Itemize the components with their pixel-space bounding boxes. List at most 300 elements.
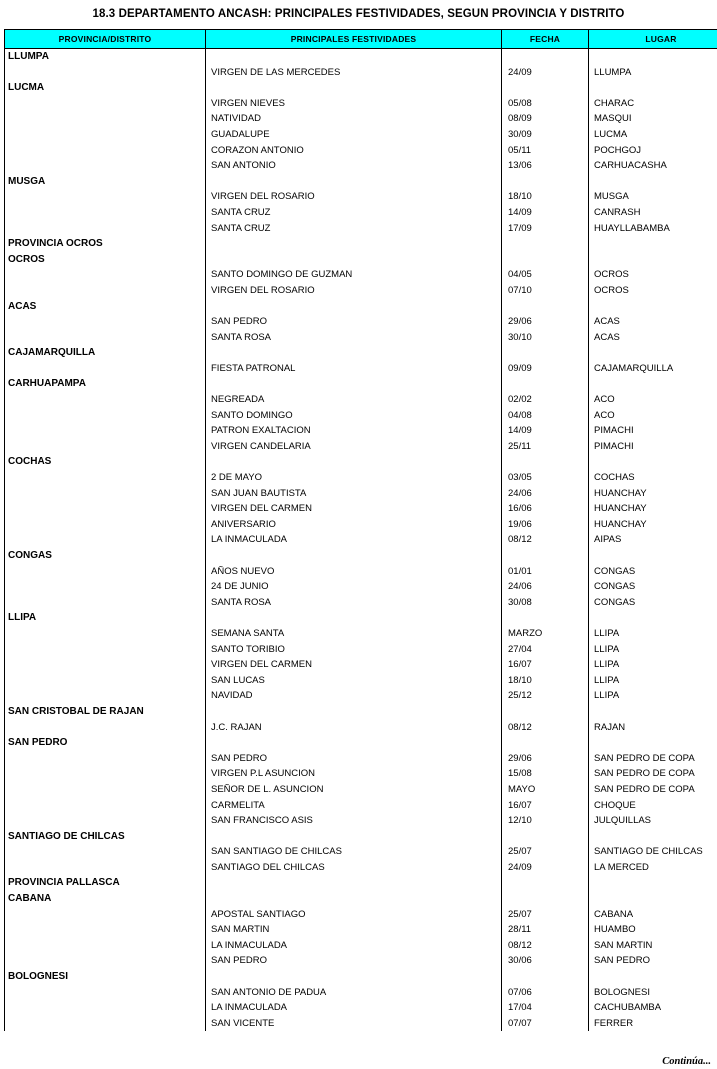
- festividad-cell: [206, 236, 502, 252]
- fecha-cell: [502, 922, 589, 938]
- festividad-text: [206, 548, 501, 564]
- festividad-cell: [206, 205, 502, 221]
- column-header-lugar: LUGAR: [589, 30, 717, 49]
- provincia-distrito-text: [5, 907, 205, 923]
- lugar-text: SAN PEDRO DE COPA: [589, 782, 717, 798]
- fecha-text: 29/06: [502, 314, 588, 330]
- festividad-cell: [206, 766, 502, 782]
- provincia-distrito-text: [5, 626, 205, 642]
- fecha-cell: [502, 392, 589, 408]
- provincia-distrito-cell: [5, 143, 206, 159]
- table-row: [5, 361, 717, 377]
- fecha-text: [502, 174, 588, 190]
- table-row: [5, 1000, 717, 1016]
- provincia-distrito-text: [5, 486, 205, 502]
- festividad-text: [206, 299, 501, 315]
- provincia-distrito-cell: [5, 252, 206, 268]
- provincia-distrito-cell: [5, 595, 206, 611]
- lugar-text: CABANA: [589, 907, 717, 923]
- lugar-cell: [589, 252, 717, 268]
- lugar-text: LLIPA: [589, 642, 717, 658]
- fecha-text: 12/10: [502, 813, 588, 829]
- provincia-distrito-cell: [5, 829, 206, 845]
- festividad-text: SEÑOR DE L. ASUNCION: [206, 782, 501, 798]
- festividad-cell: [206, 875, 502, 891]
- fecha-cell: [502, 642, 589, 658]
- lugar-text: [589, 875, 717, 891]
- provincia-distrito-text: CAJAMARQUILLA: [5, 345, 205, 361]
- lugar-text: [589, 829, 717, 845]
- fecha-text: 24/09: [502, 860, 588, 876]
- table-row: [5, 813, 717, 829]
- table-row: [5, 907, 717, 923]
- provincia-distrito-text: PROVINCIA OCROS: [5, 236, 205, 252]
- table-row: [5, 143, 717, 159]
- column-header-principales-festividades: PRINCIPALES FESTIVIDADES: [206, 30, 502, 49]
- fecha-text: 30/08: [502, 595, 588, 611]
- lugar-cell: [589, 392, 717, 408]
- fecha-cell: [502, 127, 589, 143]
- table-row: [5, 844, 717, 860]
- festividad-text: CARMELITA: [206, 798, 501, 814]
- festividad-cell: [206, 470, 502, 486]
- table-header: [5, 30, 717, 49]
- lugar-cell: [589, 236, 717, 252]
- lugar-cell: [589, 454, 717, 470]
- fecha-cell: [502, 595, 589, 611]
- fecha-text: [502, 454, 588, 470]
- fecha-text: [502, 875, 588, 891]
- lugar-cell: [589, 49, 717, 65]
- festividad-text: SAN VICENTE: [206, 1016, 501, 1032]
- fecha-text: 05/11: [502, 143, 588, 159]
- provincia-distrito-text: [5, 1016, 205, 1032]
- lugar-text: [589, 610, 717, 626]
- lugar-text: [589, 735, 717, 751]
- lugar-text: SAN MARTIN: [589, 938, 717, 954]
- fecha-text: 01/01: [502, 564, 588, 580]
- fecha-cell: [502, 688, 589, 704]
- provincia-distrito-text: PROVINCIA PALLASCA: [5, 875, 205, 891]
- lugar-cell: [589, 782, 717, 798]
- fecha-text: [502, 704, 588, 720]
- provincia-distrito-cell: [5, 875, 206, 891]
- festividad-cell: [206, 907, 502, 923]
- provincia-distrito-cell: [5, 844, 206, 860]
- lugar-text: MUSGA: [589, 189, 717, 205]
- lugar-cell: [589, 189, 717, 205]
- festividad-text: SAN PEDRO: [206, 953, 501, 969]
- table-row: [5, 564, 717, 580]
- festividad-text: ANIVERSARIO: [206, 517, 501, 533]
- festividad-text: SAN SANTIAGO DE CHILCAS: [206, 844, 501, 860]
- festividad-text: VIRGEN DEL CARMEN: [206, 657, 501, 673]
- festividad-cell: [206, 189, 502, 205]
- festividad-text: [206, 49, 501, 65]
- fecha-text: 30/10: [502, 330, 588, 346]
- table-row: [5, 751, 717, 767]
- festividad-text: SANTA ROSA: [206, 595, 501, 611]
- provincia-distrito-text: [5, 361, 205, 377]
- table-row: [5, 985, 717, 1001]
- table-row: [5, 376, 717, 392]
- provincia-distrito-text: LLUMPA: [5, 49, 205, 65]
- lugar-cell: [589, 766, 717, 782]
- provincia-distrito-cell: [5, 470, 206, 486]
- festividad-cell: [206, 49, 502, 65]
- lugar-text: CANRASH: [589, 205, 717, 221]
- provincia-distrito-text: [5, 111, 205, 127]
- lugar-text: PIMACHI: [589, 439, 717, 455]
- festividad-cell: [206, 330, 502, 346]
- festividad-text: LA INMACULADA: [206, 1000, 501, 1016]
- provincia-distrito-text: [5, 813, 205, 829]
- festividad-cell: [206, 127, 502, 143]
- provincia-distrito-text: [5, 127, 205, 143]
- lugar-cell: [589, 626, 717, 642]
- fecha-text: 25/11: [502, 439, 588, 455]
- fecha-text: 08/09: [502, 111, 588, 127]
- lugar-text: OCROS: [589, 283, 717, 299]
- provincia-distrito-cell: [5, 985, 206, 1001]
- provincia-distrito-cell: [5, 735, 206, 751]
- provincia-distrito-cell: [5, 158, 206, 174]
- lugar-cell: [589, 735, 717, 751]
- provincia-distrito-text: [5, 1000, 205, 1016]
- lugar-text: [589, 49, 717, 65]
- festividad-text: [206, 829, 501, 845]
- festividad-text: [206, 236, 501, 252]
- provincia-distrito-cell: [5, 813, 206, 829]
- fecha-text: 17/04: [502, 1000, 588, 1016]
- festividad-cell: [206, 376, 502, 392]
- provincia-distrito-text: [5, 673, 205, 689]
- festividad-cell: [206, 548, 502, 564]
- provincia-distrito-text: [5, 205, 205, 221]
- lugar-text: LUCMA: [589, 127, 717, 143]
- festividad-text: SAN PEDRO: [206, 314, 501, 330]
- lugar-text: ACAS: [589, 330, 717, 346]
- table-row: [5, 766, 717, 782]
- festividad-text: 2 DE MAYO: [206, 470, 501, 486]
- fecha-text: [502, 735, 588, 751]
- provincia-distrito-cell: [5, 423, 206, 439]
- provincia-distrito-text: [5, 564, 205, 580]
- lugar-text: [589, 345, 717, 361]
- festividad-cell: [206, 860, 502, 876]
- lugar-cell: [589, 470, 717, 486]
- lugar-cell: [589, 486, 717, 502]
- provincia-distrito-cell: [5, 189, 206, 205]
- table-row: [5, 439, 717, 455]
- lugar-cell: [589, 657, 717, 673]
- fecha-cell: [502, 564, 589, 580]
- provincia-distrito-cell: [5, 174, 206, 190]
- fecha-cell: [502, 610, 589, 626]
- festividad-text: SAN ANTONIO DE PADUA: [206, 985, 501, 1001]
- festividad-text: FIESTA PATRONAL: [206, 361, 501, 377]
- lugar-cell: [589, 408, 717, 424]
- continuation-note: Continúa...: [662, 1056, 711, 1067]
- fecha-text: 24/06: [502, 579, 588, 595]
- provincia-distrito-text: [5, 408, 205, 424]
- fecha-text: [502, 252, 588, 268]
- table-row: [5, 735, 717, 751]
- lugar-cell: [589, 548, 717, 564]
- lugar-text: OCROS: [589, 267, 717, 283]
- lugar-cell: [589, 798, 717, 814]
- festividad-cell: [206, 688, 502, 704]
- table-row: [5, 891, 717, 907]
- festividad-text: CORAZON ANTONIO: [206, 143, 501, 159]
- fecha-cell: [502, 735, 589, 751]
- lugar-cell: [589, 720, 717, 736]
- lugar-text: CONGAS: [589, 579, 717, 595]
- table-row: [5, 267, 717, 283]
- festividad-cell: [206, 517, 502, 533]
- table-row: [5, 158, 717, 174]
- table-row: [5, 798, 717, 814]
- provincia-distrito-text: [5, 143, 205, 159]
- provincia-distrito-cell: [5, 267, 206, 283]
- festividad-cell: [206, 283, 502, 299]
- fecha-cell: [502, 423, 589, 439]
- provincia-distrito-cell: [5, 969, 206, 985]
- festividad-text: SAN FRANCISCO ASIS: [206, 813, 501, 829]
- lugar-text: LLIPA: [589, 673, 717, 689]
- lugar-text: POCHGOJ: [589, 143, 717, 159]
- festividad-text: [206, 891, 501, 907]
- provincia-distrito-text: [5, 283, 205, 299]
- lugar-text: [589, 376, 717, 392]
- lugar-cell: [589, 579, 717, 595]
- fecha-cell: [502, 454, 589, 470]
- table-row: [5, 96, 717, 112]
- provincia-distrito-text: CABANA: [5, 891, 205, 907]
- lugar-cell: [589, 221, 717, 237]
- lugar-text: [589, 174, 717, 190]
- provincia-distrito-cell: [5, 938, 206, 954]
- fecha-text: 18/10: [502, 189, 588, 205]
- festividad-text: VIRGEN DEL CARMEN: [206, 501, 501, 517]
- festividad-text: SAN LUCAS: [206, 673, 501, 689]
- festividad-text: LA INMACULADA: [206, 532, 501, 548]
- fecha-cell: [502, 782, 589, 798]
- provincia-distrito-cell: [5, 283, 206, 299]
- lugar-text: SANTIAGO DE CHILCAS: [589, 844, 717, 860]
- lugar-text: FERRER: [589, 1016, 717, 1032]
- table-row: [5, 49, 717, 65]
- fecha-cell: [502, 49, 589, 65]
- lugar-text: JULQUILLAS: [589, 813, 717, 829]
- fecha-text: 07/06: [502, 985, 588, 1001]
- table-row: [5, 423, 717, 439]
- lugar-cell: [589, 127, 717, 143]
- table-row: [5, 501, 717, 517]
- table-row: [5, 532, 717, 548]
- provincia-distrito-text: [5, 688, 205, 704]
- fecha-cell: [502, 486, 589, 502]
- fecha-text: 14/09: [502, 423, 588, 439]
- provincia-distrito-cell: [5, 766, 206, 782]
- provincia-distrito-cell: [5, 579, 206, 595]
- fecha-text: 16/06: [502, 501, 588, 517]
- fecha-cell: [502, 1016, 589, 1032]
- festividad-cell: [206, 345, 502, 361]
- lugar-cell: [589, 564, 717, 580]
- table-row: [5, 330, 717, 346]
- lugar-cell: [589, 704, 717, 720]
- festividad-text: [206, 174, 501, 190]
- festividad-text: PATRON EXALTACION: [206, 423, 501, 439]
- provincia-distrito-text: [5, 860, 205, 876]
- provincia-distrito-text: [5, 985, 205, 1001]
- fecha-cell: [502, 860, 589, 876]
- lugar-cell: [589, 65, 717, 81]
- table-row: [5, 953, 717, 969]
- lugar-text: [589, 236, 717, 252]
- fecha-text: [502, 236, 588, 252]
- festividad-cell: [206, 392, 502, 408]
- provincia-distrito-text: [5, 657, 205, 673]
- lugar-text: LLIPA: [589, 657, 717, 673]
- table-row: [5, 720, 717, 736]
- table-row: [5, 688, 717, 704]
- fecha-cell: [502, 501, 589, 517]
- lugar-cell: [589, 688, 717, 704]
- festividad-text: VIRGEN NIEVES: [206, 96, 501, 112]
- fecha-cell: [502, 470, 589, 486]
- festividad-cell: [206, 610, 502, 626]
- fecha-cell: [502, 408, 589, 424]
- fecha-text: 07/07: [502, 1016, 588, 1032]
- provincia-distrito-cell: [5, 205, 206, 221]
- fecha-text: 30/09: [502, 127, 588, 143]
- lugar-text: LLUMPA: [589, 65, 717, 81]
- fecha-text: 05/08: [502, 96, 588, 112]
- festividad-text: SEMANA SANTA: [206, 626, 501, 642]
- festividad-text: VIRGEN DE LAS MERCEDES: [206, 65, 501, 81]
- festividad-cell: [206, 891, 502, 907]
- provincia-distrito-cell: [5, 361, 206, 377]
- table-row: [5, 408, 717, 424]
- table-row: [5, 642, 717, 658]
- column-header-fecha: FECHA: [502, 30, 589, 49]
- festividad-text: VIRGEN P.L ASUNCION: [206, 766, 501, 782]
- fecha-cell: [502, 158, 589, 174]
- lugar-cell: [589, 829, 717, 845]
- fecha-cell: [502, 953, 589, 969]
- festividad-cell: [206, 642, 502, 658]
- lugar-text: SAN PEDRO DE COPA: [589, 766, 717, 782]
- provincia-distrito-cell: [5, 127, 206, 143]
- fecha-cell: [502, 65, 589, 81]
- provincia-distrito-cell: [5, 642, 206, 658]
- provincia-distrito-text: OCROS: [5, 252, 205, 268]
- festividad-text: SAN JUAN BAUTISTA: [206, 486, 501, 502]
- table-row: [5, 299, 717, 315]
- fecha-text: [502, 829, 588, 845]
- fecha-cell: [502, 704, 589, 720]
- provincia-distrito-text: [5, 517, 205, 533]
- lugar-cell: [589, 439, 717, 455]
- fecha-text: 08/12: [502, 532, 588, 548]
- festividad-text: NATIVIDAD: [206, 111, 501, 127]
- provincia-distrito-cell: [5, 236, 206, 252]
- fecha-text: 19/06: [502, 517, 588, 533]
- lugar-cell: [589, 969, 717, 985]
- lugar-cell: [589, 314, 717, 330]
- lugar-cell: [589, 361, 717, 377]
- festividad-text: [206, 376, 501, 392]
- festividad-cell: [206, 751, 502, 767]
- festividad-text: 24 DE JUNIO: [206, 579, 501, 595]
- provincia-distrito-text: [5, 642, 205, 658]
- lugar-cell: [589, 174, 717, 190]
- lugar-cell: [589, 80, 717, 96]
- table-row: [5, 205, 717, 221]
- fecha-cell: [502, 829, 589, 845]
- festividad-text: [206, 969, 501, 985]
- lugar-text: HUANCHAY: [589, 501, 717, 517]
- festividad-cell: [206, 579, 502, 595]
- festividad-text: [206, 345, 501, 361]
- lugar-text: RAJAN: [589, 720, 717, 736]
- fecha-text: 27/04: [502, 642, 588, 658]
- festividad-text: SANTIAGO DEL CHILCAS: [206, 860, 501, 876]
- fecha-cell: [502, 798, 589, 814]
- festividad-cell: [206, 673, 502, 689]
- festividad-cell: [206, 844, 502, 860]
- table-row: [5, 704, 717, 720]
- table-row: [5, 938, 717, 954]
- table-row: [5, 486, 717, 502]
- fecha-cell: [502, 517, 589, 533]
- column-header-provincia-distrito: PROVINCIA/DISTRITO: [5, 30, 206, 49]
- fecha-text: [502, 345, 588, 361]
- provincia-distrito-text: [5, 439, 205, 455]
- festividad-text: VIRGEN DEL ROSARIO: [206, 283, 501, 299]
- festividad-cell: [206, 720, 502, 736]
- festividad-cell: [206, 423, 502, 439]
- lugar-text: ACAS: [589, 314, 717, 330]
- fecha-text: 24/06: [502, 486, 588, 502]
- table-row: [5, 252, 717, 268]
- table-row: [5, 283, 717, 299]
- table-row: [5, 969, 717, 985]
- fecha-text: 14/09: [502, 205, 588, 221]
- festividad-cell: [206, 922, 502, 938]
- fecha-cell: [502, 969, 589, 985]
- provincia-distrito-text: [5, 751, 205, 767]
- table-row: [5, 221, 717, 237]
- table-row: [5, 392, 717, 408]
- page-title: 18.3 DEPARTAMENTO ANCASH: PRINCIPALES FESTIVIDADES, SEGUN PROVINCIA Y DISTRITO: [0, 8, 717, 20]
- festividad-cell: [206, 985, 502, 1001]
- table-row: [5, 80, 717, 96]
- festividad-cell: [206, 408, 502, 424]
- lugar-cell: [589, 299, 717, 315]
- festividad-text: NAVIDAD: [206, 688, 501, 704]
- fecha-cell: [502, 205, 589, 221]
- provincia-distrito-text: ACAS: [5, 299, 205, 315]
- lugar-text: MASQUI: [589, 111, 717, 127]
- fecha-text: MAYO: [502, 782, 588, 798]
- fecha-cell: [502, 907, 589, 923]
- lugar-cell: [589, 517, 717, 533]
- provincia-distrito-cell: [5, 704, 206, 720]
- table-row: [5, 782, 717, 798]
